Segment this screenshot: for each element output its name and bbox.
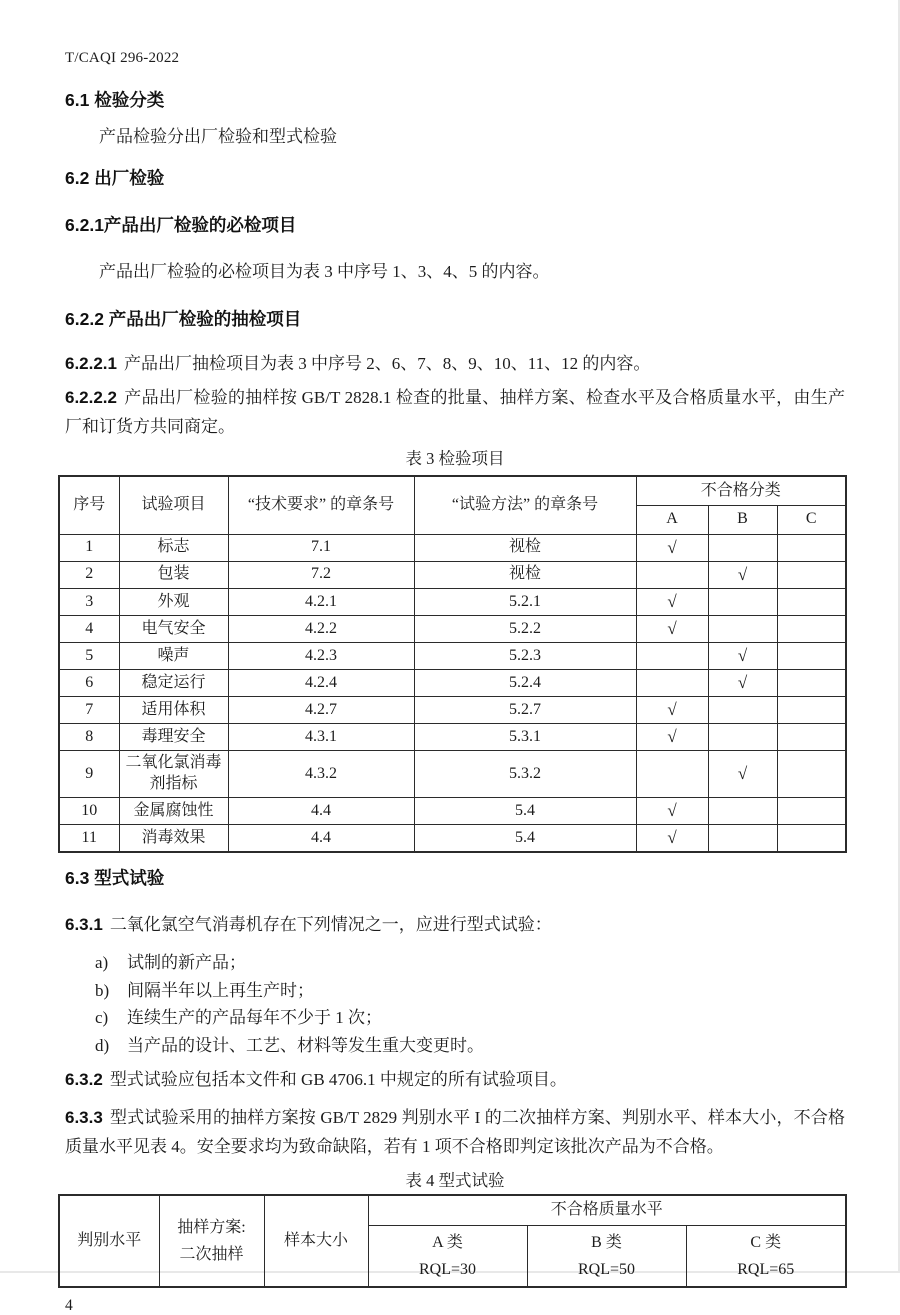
cell-class-b	[708, 724, 777, 751]
cell-class-a: √	[636, 724, 708, 751]
cell-class-c	[777, 751, 846, 798]
table3-caption: 表 3 检验项目	[405, 449, 505, 469]
class-c-label: C 类	[750, 1233, 782, 1251]
para-6-1: 产品检验分出厂检验和型式检验	[99, 127, 337, 146]
cell-no: 8	[59, 724, 119, 751]
table-row	[59, 643, 846, 670]
cell-requirement: 4.2.3	[228, 643, 414, 670]
page-number: 4	[65, 1297, 73, 1315]
cell-no: 4	[59, 615, 119, 642]
cell-method: 5.4	[414, 798, 636, 825]
cell-method: 5.2.1	[414, 588, 636, 615]
cell-item: 外观	[119, 588, 228, 615]
clause-number: 6.2.2.1	[65, 354, 117, 374]
table-row	[59, 670, 846, 697]
cell-class-c	[777, 670, 846, 697]
para-6-2-2-1	[65, 349, 845, 378]
list-item-marker: a)	[95, 953, 109, 973]
cell-item: 毒理安全	[119, 724, 228, 751]
cell-class-a: √	[636, 588, 708, 615]
cell-requirement: 7.2	[228, 561, 414, 588]
cell-class-b: √	[708, 670, 777, 697]
cell-class-a	[636, 751, 708, 798]
cell-class-b	[708, 825, 777, 853]
table-row	[59, 825, 846, 853]
table-type-test	[58, 1194, 847, 1288]
table-row	[59, 724, 846, 751]
col-header-class-a: A	[636, 505, 708, 534]
cell-method: 5.2.7	[414, 697, 636, 724]
table3-body	[59, 534, 846, 852]
list-item-text: 连续生产的产品每年不少于 1 次；	[127, 1008, 382, 1028]
clause-number: 6.3.1	[65, 915, 103, 935]
cell-class-c	[777, 588, 846, 615]
col-header-method: “试验方法” 的章条号	[414, 476, 636, 534]
clause-text: 二氧化氯空气消毒机存在下列情况之一，应进行型式试验：	[109, 915, 552, 935]
cell-class-c	[777, 534, 846, 561]
table3-header	[59, 476, 846, 534]
list-item-marker: b)	[95, 980, 110, 1000]
clause-text: 产品出厂抽检项目为表 3 中序号 2、6、7、8、9、10、11、12 的内容。	[124, 354, 651, 374]
cell-class-a: √	[636, 615, 708, 642]
cell-method: 5.2.3	[414, 643, 636, 670]
list-item	[95, 1004, 845, 1032]
heading-6-2-2: 6.2.2 产品出厂检验的抽检项目	[65, 309, 302, 330]
cell-class-a	[636, 561, 708, 588]
cell-requirement: 4.4	[228, 798, 414, 825]
table-inspection-items	[58, 475, 847, 853]
cell-class-a	[636, 643, 708, 670]
cell-no: 9	[59, 751, 119, 798]
para-6-2-2-2	[65, 383, 845, 441]
cell-class-c	[777, 643, 846, 670]
sampling-plan-line2: 二次抽样	[179, 1246, 244, 1264]
cell-method: 视检	[414, 561, 636, 588]
para-6-2-1: 产品出厂检验的必检项目为表 3 中序号 1、3、4、5 的内容。	[99, 262, 550, 282]
cell-class-a: √	[636, 697, 708, 724]
table4-header-row-1	[59, 1195, 846, 1225]
class-b-label: B 类	[591, 1233, 622, 1251]
cell-requirement: 4.3.2	[228, 751, 414, 798]
cell-requirement: 4.2.1	[228, 588, 414, 615]
col-header-sample-size: 样本大小	[264, 1195, 368, 1287]
cell-no: 7	[59, 697, 119, 724]
list-item	[95, 977, 845, 1005]
cell-no: 11	[59, 825, 119, 853]
class-c-rql-value: RQL=65	[737, 1260, 795, 1278]
class-a-label: A 类	[432, 1233, 463, 1251]
cell-class-b: √	[708, 561, 777, 588]
heading-6-2-1: 6.2.1产品出厂检验的必检项目	[65, 215, 297, 236]
cell-class-b	[708, 588, 777, 615]
cell-item: 二氧化氯消毒剂指标	[119, 751, 228, 798]
table-row	[59, 751, 846, 798]
table-row	[59, 561, 846, 588]
class-b-rql-value: RQL=50	[577, 1260, 636, 1278]
cell-method: 5.3.1	[414, 724, 636, 751]
table-row	[59, 588, 846, 615]
col-header-sampling-plan	[159, 1195, 264, 1287]
cell-no: 10	[59, 798, 119, 825]
cell-class-c	[777, 798, 846, 825]
clause-text: 产品出厂检验的抽样按 GB/T 2828.1 检查的批量、抽样方案、检查水平及合格质量水平，由生产厂和订货方共同商定。	[65, 387, 845, 436]
clause-text: 型式试验应包括本文件和 GB 4706.1 中规定的所有试验项目。	[109, 1070, 567, 1090]
doc-header: T/CAQI 296-2022	[65, 50, 180, 66]
list-item-text: 间隔半年以上再生产时；	[127, 980, 314, 1000]
cell-requirement: 4.2.2	[228, 615, 414, 642]
list-item	[95, 1032, 845, 1060]
cell-class-b: √	[708, 643, 777, 670]
cell-method: 5.2.4	[414, 670, 636, 697]
table4-caption: 表 4 型式试验	[405, 1171, 505, 1191]
table-row	[59, 615, 846, 642]
cell-requirement: 4.2.7	[228, 697, 414, 724]
list-item-text: 当产品的设计、工艺、材料等发生重大变更时。	[127, 1035, 484, 1055]
list-item	[95, 949, 845, 977]
cell-class-c-rql	[686, 1225, 846, 1287]
cell-class-c	[777, 825, 846, 853]
cell-no: 3	[59, 588, 119, 615]
clause-number: 6.3.2	[65, 1070, 103, 1090]
cell-class-b	[708, 615, 777, 642]
cell-class-a: √	[636, 534, 708, 561]
col-header-nonconformity-group: 不合格分类	[636, 476, 846, 505]
cell-method: 5.2.2	[414, 615, 636, 642]
cell-method: 5.4	[414, 825, 636, 853]
list-item-marker: d)	[95, 1035, 110, 1055]
para-6-3-2	[65, 1065, 845, 1094]
cell-requirement: 4.2.4	[228, 670, 414, 697]
cell-class-b	[708, 798, 777, 825]
cell-item: 电气安全	[119, 615, 228, 642]
col-header-class-c: C	[777, 505, 846, 534]
heading-6-3: 6.3 型式试验	[65, 868, 165, 889]
cell-requirement: 7.1	[228, 534, 414, 561]
cell-requirement: 4.3.1	[228, 724, 414, 751]
col-header-class-b: B	[708, 505, 777, 534]
table3-header-row-1	[59, 476, 846, 505]
table-row	[59, 697, 846, 724]
col-header-quality-level-group: 不合格质量水平	[368, 1195, 846, 1225]
col-header-item: 试验项目	[119, 476, 228, 534]
cell-class-a-rql	[368, 1225, 527, 1287]
cell-no: 5	[59, 643, 119, 670]
sampling-plan-line1: 抽样方案:	[177, 1219, 246, 1237]
cell-item: 金属腐蚀性	[119, 798, 228, 825]
class-a-rql-value: RQL=30	[418, 1260, 477, 1278]
clause-number: 6.3.3	[65, 1107, 103, 1127]
cell-method: 视检	[414, 534, 636, 561]
clause-text: 型式试验采用的抽样方案按 GB/T 2829 判别水平 I 的二次抽样方案、判别水平、样本大小，不合格质量水平见表 4。安全要求均为致命缺陷，若有 1 项不合格即判定该批次产品为不合格。	[65, 1107, 845, 1156]
heading-6-1: 6.1 检验分类	[65, 90, 165, 110]
cell-item: 消毒效果	[119, 825, 228, 853]
para-6-3-3	[65, 1103, 845, 1161]
cell-class-c	[777, 724, 846, 751]
cell-class-b	[708, 697, 777, 724]
cell-class-c	[777, 697, 846, 724]
heading-6-2: 6.2 出厂检验	[65, 168, 165, 189]
cell-item: 稳定运行	[119, 670, 228, 697]
cell-item: 标志	[119, 534, 228, 561]
cell-requirement: 4.4	[228, 825, 414, 853]
col-header-requirement: “技术要求” 的章条号	[228, 476, 414, 534]
list-item-text: 试制的新产品；	[127, 953, 246, 973]
cell-class-c	[777, 615, 846, 642]
cell-class-c	[777, 561, 846, 588]
cell-item: 包装	[119, 561, 228, 588]
col-header-discrimination-level: 判别水平	[59, 1195, 159, 1287]
cell-class-a: √	[636, 825, 708, 853]
table-row	[59, 798, 846, 825]
para-6-3-1	[65, 910, 845, 939]
cell-method: 5.3.2	[414, 751, 636, 798]
list-item-marker: c)	[95, 1008, 109, 1028]
cell-class-a	[636, 670, 708, 697]
cell-class-b-rql	[527, 1225, 686, 1287]
cell-no: 6	[59, 670, 119, 697]
cell-item: 适用体积	[119, 697, 228, 724]
col-header-no: 序号	[59, 476, 119, 534]
cell-item: 噪声	[119, 643, 228, 670]
cell-no: 2	[59, 561, 119, 588]
cell-no: 1	[59, 534, 119, 561]
clause-number: 6.2.2.2	[65, 387, 117, 407]
type-test-conditions-list	[95, 949, 845, 1059]
table-row	[59, 534, 846, 561]
cell-class-b: √	[708, 751, 777, 798]
cell-class-a: √	[636, 798, 708, 825]
cell-class-b	[708, 534, 777, 561]
